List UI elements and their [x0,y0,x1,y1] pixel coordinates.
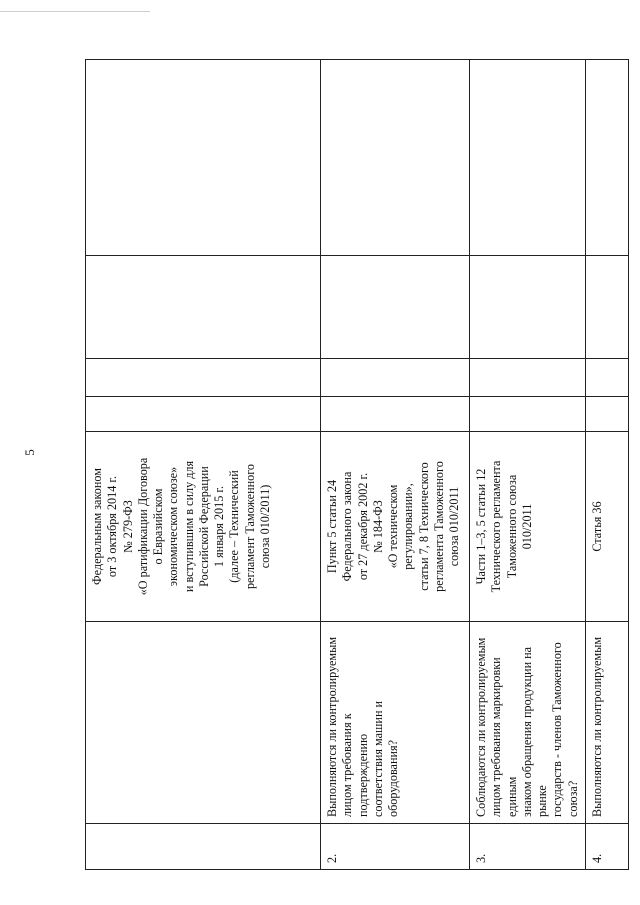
scan-artifact-line [0,11,150,12]
empty-cell [585,397,628,432]
legal-reference-cell: Федеральным законом от 3 октября 2014 г. № 279-ФЗ «О ратификации Договора о Евразийском экономическом союзе» и вступившим в силу для Российской Федерации 1 января 2015 г. (далее – Технический регламент Таможенного союза 010/2011) [86,432,321,622]
table-row [86,60,321,870]
question-cell: Выполняются ли контролируемым [585,622,628,824]
row-number: 3. [470,824,586,870]
legal-reference-cell: Пункт 5 статьи 24 Федерального закона от 27 декабря 2002 г. № 184-ФЗ «О техническом регулировании», статьи 7, 8 Технического регламента Таможенного союза 010/2011 [321,432,470,622]
table-row [470,60,586,870]
empty-cell [585,359,628,397]
empty-cell [585,60,628,256]
question-cell: Выполняются ли контролируемым лицом требования к подтверждению соответствия машин и оборудования? [321,622,470,824]
rotated-table-wrapper [85,60,604,870]
legal-reference-cell: Части 1–3, 5 статьи 12 Технического регламента Таможенного союза 010/2011 [470,432,586,622]
row-number: 4. [585,824,628,870]
requirements-table [85,59,629,870]
empty-cell [86,397,321,432]
empty-cell [321,359,470,397]
empty-cell [86,256,321,359]
empty-cell [321,256,470,359]
table-row [321,60,470,870]
empty-cell [321,60,470,256]
row-number [86,824,321,870]
empty-cell [470,397,586,432]
empty-cell [321,397,470,432]
empty-cell [86,60,321,256]
page-number: 5 [21,449,37,456]
empty-cell [470,359,586,397]
table-row [585,60,628,870]
legal-reference-cell: Статья 36 [585,432,628,622]
empty-cell [585,256,628,359]
question-cell [86,622,321,824]
empty-cell [470,256,586,359]
question-cell: Соблюдаются ли контролируемым лицом требования маркировки единым знаком обращения продукции на рынке государств - членов Таможенного союза? [470,622,586,824]
row-number: 2. [321,824,470,870]
empty-cell [470,60,586,256]
empty-cell [86,359,321,397]
